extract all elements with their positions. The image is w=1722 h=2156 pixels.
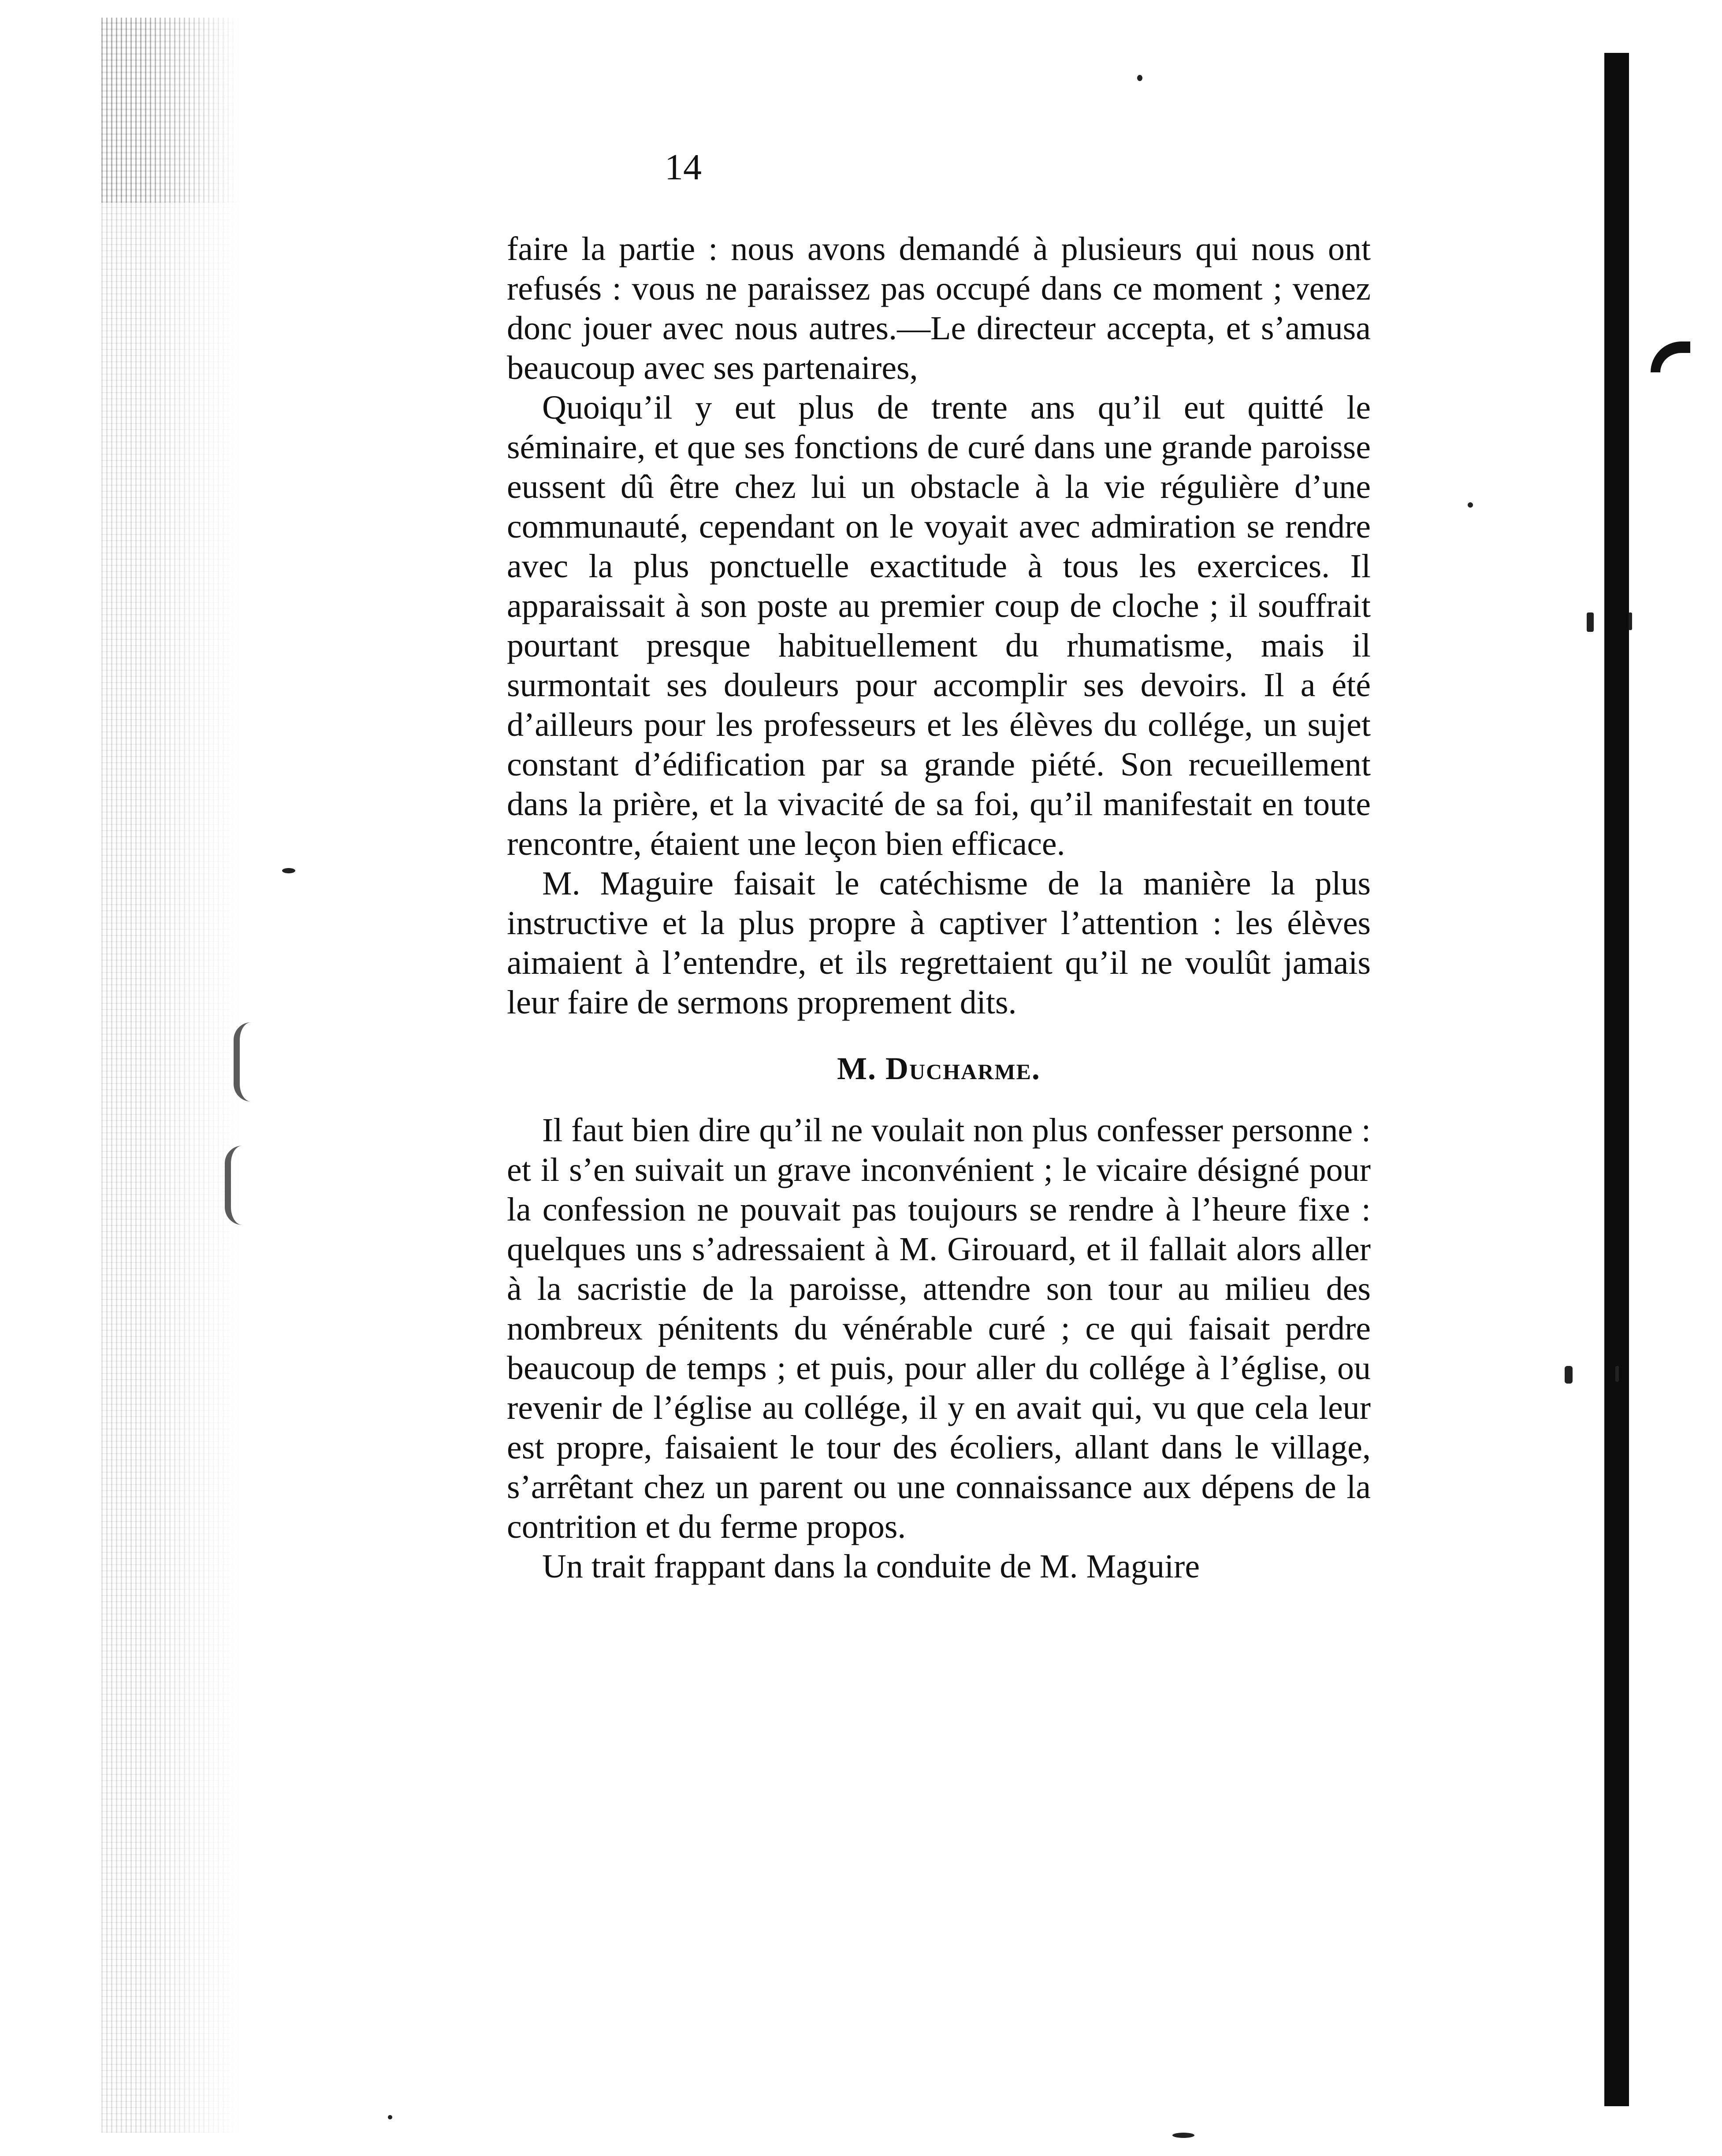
scan-speck — [1615, 1366, 1619, 1382]
scan-speck — [282, 868, 295, 873]
scan-smudge-mark — [234, 1022, 257, 1102]
scan-speck — [1565, 1366, 1573, 1384]
scan-speck — [1629, 612, 1632, 630]
body-text — [507, 229, 1371, 1586]
paragraph: faire la partie : nous avons demandé à plusieurs qui nous ont refusés : vous ne paraissez pas occupé dans ce moment ; venez donc jouer avec nous autres.—Le directeur accepta, et s’amusa beaucoup avec ses partenaires, — [507, 230, 1371, 386]
scan-speck — [1137, 75, 1142, 81]
paragraph: M. Maguire faisait le catéchisme de la manière la plus instructive et la plus propre à captiver l’attention : les élèves aimaient à l’entendre, et ils regrettaient qu’il ne voulût jamais leur faire de sermons proprement dits. — [507, 865, 1371, 1021]
scan-clip-mark — [1651, 341, 1690, 372]
page-number: 14 — [665, 147, 702, 188]
scan-binding-shadow — [1604, 53, 1629, 2106]
scan-speck — [388, 2115, 392, 2119]
scan-smudge-mark — [225, 1146, 249, 1225]
scan-speck — [1468, 502, 1473, 508]
paragraph: Il faut bien dire qu’il ne voulait non plus confesser personne : et il s’en suivait un grave inconvénient ; le vicaire désigné pour la confession ne pouvait pas toujours se rendre à l’heure fixe : quelques uns s’adressaient à M. Girouard, et il fallait alors aller à la sacristie de la paroisse, attendre son tour au milieu des nombreux pénitents du vénérable curé ; ce qui faisait perdre beaucoup de temps ; et puis, pour aller du collége à l’église, ou revenir de l’église au collége, il y en avait qui, vu que cela leur est propre, faisaient le tour des écoliers, allant dans le village, s’arrêtant chez un parent ou une connaissance aux dépens de la contrition et du ferme propos. — [507, 1112, 1371, 1545]
scan-speck — [1587, 612, 1594, 632]
scan-edge-noise-dense — [101, 18, 242, 203]
scan-edge-noise — [101, 18, 242, 2133]
section-heading: M. Ducharme. — [837, 1051, 1041, 1086]
paragraph: Un trait frappant dans la conduite de M. Maguire — [542, 1548, 1200, 1585]
scan-speck — [1172, 2133, 1194, 2138]
paragraph: Quoiqu’il y eut plus de trente ans qu’il eut quitté le séminaire, et que ses fonctions de curé dans une grande paroisse eussent dû être chez lui un obstacle à la vie régulière d’une communauté, cependant on le voyait avec admiration se rendre avec la plus ponctuelle exactitude à tous les exercices. Il apparaissait à son poste au premier coup de cloche ; il souffrait pourtant presque habituellement du rhumatisme, mais il surmontait ses douleurs pour accomplir ses devoirs. Il a été d’ailleurs pour les professeurs et les élèves du collége, un sujet constant d’édification par sa grande piété. Son recueillement dans la prière, et la vivacité de sa foi, qu’il manifestait en toute rencontre, étaient une leçon bien efficace. — [507, 389, 1371, 862]
